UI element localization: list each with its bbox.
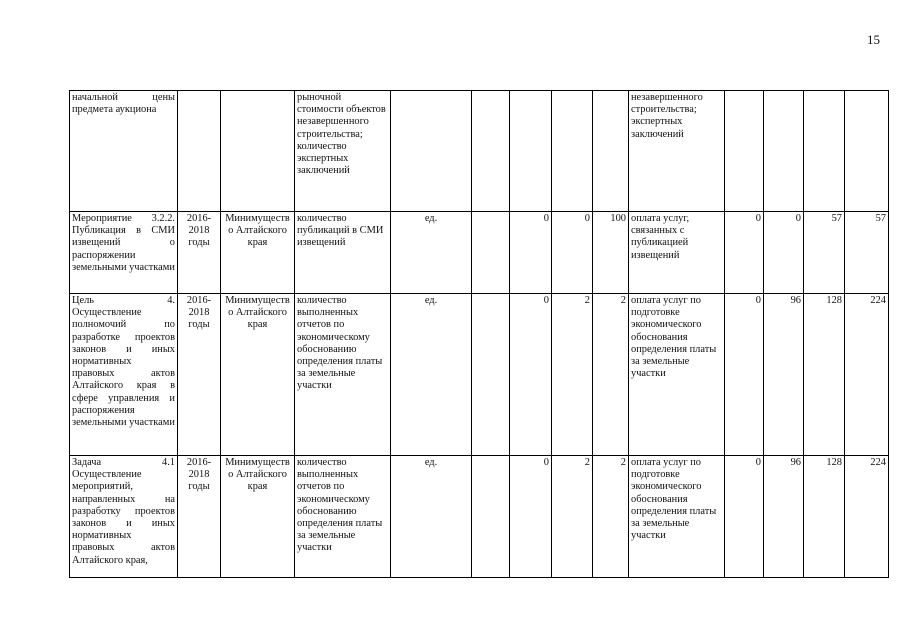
funding-3-cell: 128: [804, 294, 845, 456]
executor-cell: Минимущество Алтайского края: [221, 456, 295, 578]
indicator-value-3-cell: [552, 91, 593, 212]
funding-3-cell: 128: [804, 456, 845, 578]
unit-cell: ед.: [391, 456, 472, 578]
indicator-cell: количество выполненных отчетов по экономическому обоснованию определения платы за земельные участки: [295, 456, 391, 578]
indicator-cell: рыночной стоимости объектов незавершенного строительства; количество экспертных заключений: [295, 91, 391, 212]
indicator-value-4-cell: 2: [593, 456, 629, 578]
unit-cell: [391, 91, 472, 212]
funding-3-cell: [804, 91, 845, 212]
unit-cell: ед.: [391, 294, 472, 456]
table-row: [70, 91, 889, 212]
page-number: 15: [867, 32, 880, 47]
indicator-cell: количество выполненных отчетов по экономическому обоснованию определения платы за земельные участки: [295, 294, 391, 456]
funding-4-cell: 224: [845, 294, 889, 456]
indicator-value-1-cell: [472, 212, 510, 294]
funding-1-cell: 0: [725, 294, 764, 456]
funding-1-cell: 0: [725, 456, 764, 578]
indicator-value-3-cell: 0: [552, 212, 593, 294]
program-activities-table: [69, 90, 889, 578]
activity-name-cell: Задача 4.1 Осуществление мероприятий, направленных на разработку проектов законов и иных нормативных правовых актов Алтайского края,: [70, 456, 178, 578]
expense-direction-cell: оплата услуг, связанных с публикацией извещений: [629, 212, 725, 294]
period-cell: 2016-2018 годы: [178, 294, 221, 456]
funding-2-cell: 96: [764, 456, 804, 578]
table-row: [70, 456, 889, 578]
expense-direction-cell: незавершенного строительства; экспертных заключений: [629, 91, 725, 212]
indicator-cell: количество публикаций в СМИ извещений: [295, 212, 391, 294]
funding-1-cell: 0: [725, 212, 764, 294]
expense-direction-cell: оплата услуг по подготовке экономического обоснования определения платы за земельные участки: [629, 294, 725, 456]
indicator-value-2-cell: 0: [510, 294, 552, 456]
indicator-value-1-cell: [472, 91, 510, 212]
funding-2-cell: 0: [764, 212, 804, 294]
indicator-value-4-cell: 2: [593, 294, 629, 456]
executor-cell: Минимущество Алтайского края: [221, 294, 295, 456]
funding-4-cell: [845, 91, 889, 212]
indicator-value-1-cell: [472, 456, 510, 578]
activity-name-cell: Цель 4. Осуществление полномочий по разработке проектов законов и иных нормативных правовых актов Алтайского края в сфере управления и распоряжения земельными участками: [70, 294, 178, 456]
indicator-value-4-cell: 100: [593, 212, 629, 294]
unit-cell: ед.: [391, 212, 472, 294]
activity-name-cell: Мероприятие 3.2.2. Публикация в СМИ извещений о распоряжении земельными участками: [70, 212, 178, 294]
indicator-value-2-cell: 0: [510, 456, 552, 578]
funding-2-cell: 96: [764, 294, 804, 456]
executor-cell: Минимущество Алтайского края: [221, 212, 295, 294]
indicator-value-1-cell: [472, 294, 510, 456]
table-row: [70, 212, 889, 294]
executor-cell: [221, 91, 295, 212]
indicator-value-3-cell: 2: [552, 456, 593, 578]
funding-4-cell: 57: [845, 212, 889, 294]
table-row: [70, 294, 889, 456]
funding-3-cell: 57: [804, 212, 845, 294]
indicator-value-2-cell: [510, 91, 552, 212]
period-cell: 2016-2018 годы: [178, 212, 221, 294]
period-cell: [178, 91, 221, 212]
indicator-value-4-cell: [593, 91, 629, 212]
funding-1-cell: [725, 91, 764, 212]
period-cell: 2016-2018 годы: [178, 456, 221, 578]
indicator-value-2-cell: 0: [510, 212, 552, 294]
funding-2-cell: [764, 91, 804, 212]
funding-4-cell: 224: [845, 456, 889, 578]
indicator-value-3-cell: 2: [552, 294, 593, 456]
activity-name-cell: начальной цены предмета аукциона: [70, 91, 178, 212]
expense-direction-cell: оплата услуг по подготовке экономического обоснования определения платы за земельные участки: [629, 456, 725, 578]
